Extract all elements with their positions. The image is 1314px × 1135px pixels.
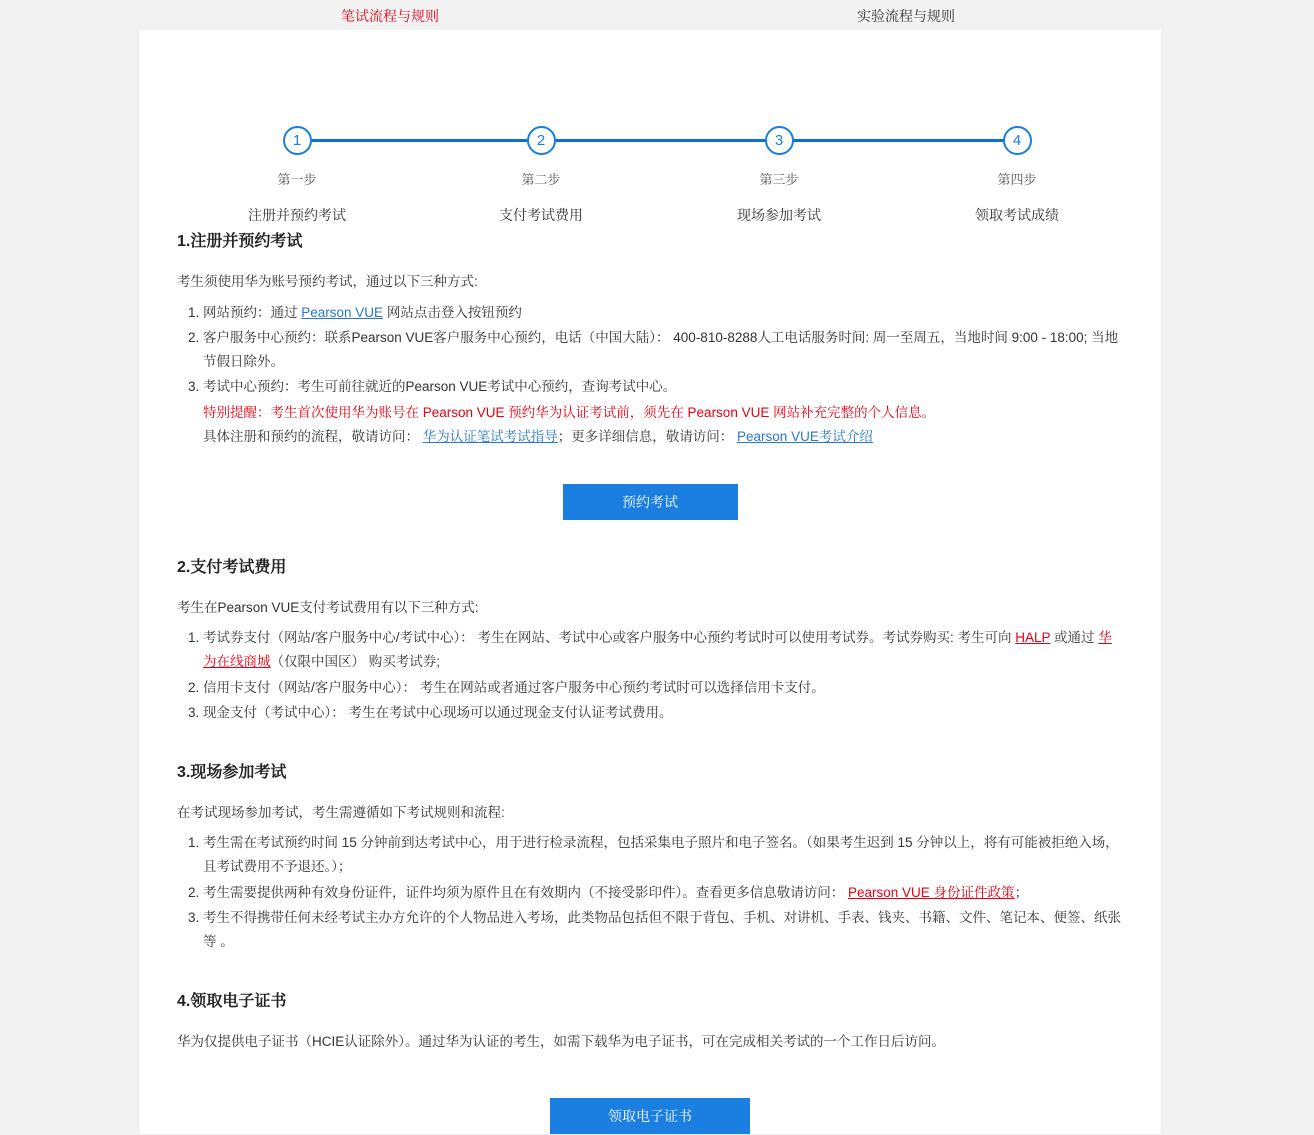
step-2[interactable] <box>466 126 616 225</box>
section-3-lead: 在考试现场参加考试，考生需遵循如下考试规则和流程: <box>177 804 505 820</box>
section-1-warning: 特别提醒：考生首次使用华为账号在 Pearson VUE 预约华为认证考试前，须先在 Pearson VUE 网站补充完整的个人信息。 <box>203 405 936 421</box>
list-item <box>203 301 1123 325</box>
step-4-label: 领取考试成绩 <box>975 207 1059 223</box>
get-certificate-button-wrap <box>177 1060 1123 1134</box>
section-1-heading: 1.注册并预约考试 <box>177 233 303 250</box>
stepper <box>139 84 1161 223</box>
section-2-list <box>177 626 1123 725</box>
list-item: 3. 考试中心预约：考生可前往就近的Pearson VUE考试中心预约，查询考试中心。 <box>203 375 1123 399</box>
page-card <box>138 30 1162 1135</box>
step-1[interactable] <box>222 126 372 225</box>
list-item: 2. 信用卡支付（网站/客户服务中心）： 考生在网站或者通过客户服务中心预约考试时可以选择信用卡支付。 <box>203 676 1123 700</box>
step-3[interactable] <box>704 126 854 225</box>
list-item <box>203 626 1123 673</box>
tab-bar <box>0 0 1314 30</box>
content <box>139 228 1161 1134</box>
section-4-heading: 4.领取电子证书 <box>177 992 287 1010</box>
step-2-number: 2 <box>527 126 556 155</box>
pearson-vue-link[interactable]: Pearson VUE <box>301 304 384 320</box>
step-4-number: 4 <box>1003 126 1032 155</box>
section-1-lead: 考生须使用华为账号预约考试，通过以下三种方式: <box>177 274 478 289</box>
huawei-written-exam-guide-link[interactable]: 华为认证笔试考试指导 <box>422 428 558 444</box>
section-4-lead: 华为仅提供电子证书（HCIE认证除外）。通过华为认证的考生，如需下载华为电子证书，可在完成相关考试的一个工作日后访问。 <box>177 1033 946 1049</box>
section-3-item2-pre: 考生需要提供两种有效身份证件，证件均须为原件且在有效期内（不接受影印件）。查看更多信息敬请访问： <box>203 884 845 900</box>
halp-link[interactable]: HALP <box>1015 630 1051 646</box>
section-1-item1-post: 网站点击登入按钮预约 <box>383 304 522 320</box>
section-3-item2-post: ； <box>1014 884 1029 900</box>
step-1-number: 1 <box>283 126 312 155</box>
section-1-list <box>177 301 1123 400</box>
section-3-list <box>177 831 1123 953</box>
section-1-more <box>203 425 1123 450</box>
stepper-progress-line <box>297 139 1017 142</box>
book-exam-button[interactable]: 预约考试 <box>563 484 738 520</box>
pearson-vue-id-policy-link[interactable]: Pearson VUE 身份证件政策 <box>848 884 1015 900</box>
section-1-more-pre: 具体注册和预约的流程，敬请访问： <box>203 428 419 444</box>
list-item: 3. 现金支付（考试中心）： 考生在考试中心现场可以通过现金支付认证考试费用。 <box>203 701 1123 725</box>
section-2-item1-post: （仅限中国区） 购买考试券; <box>270 653 441 669</box>
pearson-vue-exam-intro-link[interactable]: Pearson VUE考试介绍 <box>737 428 873 444</box>
section-2-heading: 2.支付考试费用 <box>177 558 287 576</box>
step-2-label: 支付考试费用 <box>499 207 583 223</box>
tab-lab-exam[interactable]: 实验流程与规则 <box>857 8 955 24</box>
step-2-sub: 第二步 <box>521 172 561 187</box>
step-3-number: 3 <box>765 126 794 155</box>
tab-written-exam[interactable]: 笔试流程与规则 <box>341 8 439 24</box>
get-certificate-button[interactable]: 领取电子证书 <box>550 1098 750 1134</box>
list-item: 2. 客户服务中心预约：联系Pearson VUE客户服务中心预约，电话（中国大陆）： 400-810-8288人工电话服务时间: 周一至周五，当地时间 9:00 - 18:00; 当地节假日除外。 <box>203 326 1123 373</box>
step-4[interactable] <box>942 126 1092 225</box>
section-3-heading: 3.现场参加考试 <box>177 763 287 781</box>
step-3-sub: 第三步 <box>759 172 799 187</box>
huawei-online-store-link[interactable]: 华为在线商城 <box>203 630 1112 669</box>
list-item: 3. 考生不得携带任何未经考试主办方允许的个人物品进入考场，此类物品包括但不限于背包、手机、对讲机、手表、钱夹、书籍、文件、笔记本、便签、纸张等 。 <box>203 906 1123 953</box>
list-item: 1. 考生需在考试预约时间 15 分钟前到达考试中心，用于进行检录流程，包括采集电子照片和电子签名。（如果考生迟到 15 分钟以上，将有可能被拒绝入场，且考试费用不予退还。）； <box>203 831 1123 878</box>
step-1-sub: 第一步 <box>277 172 317 187</box>
step-1-label: 注册并预约考试 <box>248 207 346 223</box>
section-1-item1-pre: 网站预约：通过 <box>203 304 302 320</box>
step-4-sub: 第四步 <box>997 172 1037 187</box>
section-2-lead: 考生在Pearson VUE支付考试费用有以下三种方式: <box>177 599 479 615</box>
section-2-item1-pre: 考试券支付（网站/客户服务中心/考试中心）： 考生在网站、考试中心或客户服务中心预约考试时可以使用考试券。考试券购买: 考生可向 <box>203 630 1016 646</box>
list-item <box>203 881 1123 905</box>
section-1-more-mid: ；更多详细信息，敬请访问： <box>557 428 734 444</box>
step-3-label: 现场参加考试 <box>737 207 821 223</box>
book-exam-button-wrap <box>177 450 1123 520</box>
section-2-item1-mid: 或通过 <box>1050 630 1099 646</box>
